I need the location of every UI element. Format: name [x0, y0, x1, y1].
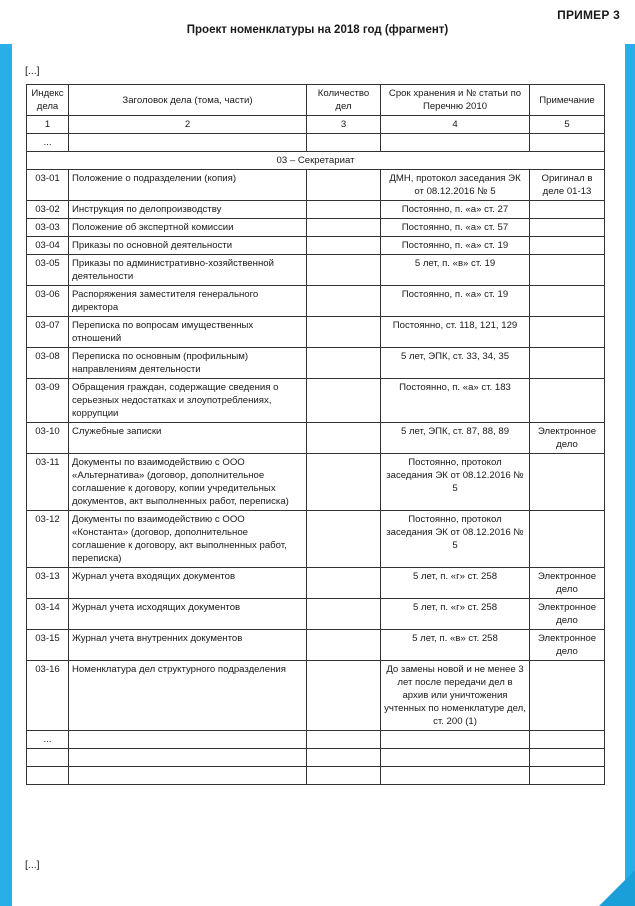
- row-note: [530, 317, 605, 348]
- empty-row: [27, 749, 605, 767]
- row-title: Журнал учета исходящих документов: [69, 599, 307, 630]
- table-row: [27, 255, 605, 286]
- section-row: [27, 152, 605, 170]
- row-title: Инструкция по делопроизводству: [69, 201, 307, 219]
- row-title: Переписка по вопросам имущественных отношений: [69, 317, 307, 348]
- row-term: Постоянно, п. «а» ст. 183: [381, 379, 530, 423]
- col-number: 4: [381, 116, 530, 134]
- row-note: [530, 286, 605, 317]
- row-index: 03-01: [27, 170, 69, 201]
- row-index: 03-08: [27, 348, 69, 379]
- example-label: ПРИМЕР 3: [557, 8, 620, 22]
- row-note: [530, 237, 605, 255]
- row-count: [307, 568, 381, 599]
- table-row: [27, 454, 605, 511]
- row-count: [307, 511, 381, 568]
- row-index: 03-07: [27, 317, 69, 348]
- table-row: [27, 511, 605, 568]
- ellipsis-row: [27, 731, 605, 749]
- header-index: Индекс дела: [27, 85, 69, 116]
- row-index: 03-05: [27, 255, 69, 286]
- row-count: [307, 170, 381, 201]
- row-term: 5 лет, п. «в» ст. 258: [381, 630, 530, 661]
- row-note: [530, 219, 605, 237]
- row-title: Документы по взаимодействию с ООО «Константа» (договор, дополнительное соглашение к договору, акт выполненных работ, переписка): [69, 511, 307, 568]
- page-corner-fold: [599, 870, 635, 906]
- table-row: [27, 348, 605, 379]
- table-row: [27, 219, 605, 237]
- ellipsis-top: [...]: [25, 65, 40, 77]
- table-row: [27, 201, 605, 219]
- row-count: [307, 237, 381, 255]
- row-count: [307, 379, 381, 423]
- row-note: Электронное дело: [530, 568, 605, 599]
- row-index: 03-11: [27, 454, 69, 511]
- row-term: Постоянно, п. «а» ст. 19: [381, 237, 530, 255]
- ellipsis-row: [27, 134, 605, 152]
- row-count: [307, 317, 381, 348]
- table-row: [27, 317, 605, 348]
- row-ellipsis: ...: [27, 731, 69, 749]
- row-term: Постоянно, ст. 118, 121, 129: [381, 317, 530, 348]
- table-row: [27, 423, 605, 454]
- header-band: [0, 0, 635, 44]
- row-index: 03-16: [27, 661, 69, 731]
- row-index: 03-14: [27, 599, 69, 630]
- row-index: 03-10: [27, 423, 69, 454]
- column-number-row: [27, 116, 605, 134]
- row-term: 5 лет, ЭПК, ст. 87, 88, 89: [381, 423, 530, 454]
- row-count: [307, 423, 381, 454]
- row-note: [530, 511, 605, 568]
- row-title: Приказы по основной деятельности: [69, 237, 307, 255]
- row-title: Положение об экспертной комиссии: [69, 219, 307, 237]
- row-term: 5 лет, п. «г» ст. 258: [381, 568, 530, 599]
- row-title: Распоряжения заместителя генерального директора: [69, 286, 307, 317]
- row-note: [530, 201, 605, 219]
- header-note: Примечание: [530, 85, 605, 116]
- row-note: Оригинал в деле 01-13: [530, 170, 605, 201]
- row-title: Положение о подразделении (копия): [69, 170, 307, 201]
- row-index: 03-09: [27, 379, 69, 423]
- row-term: 5 лет, ЭПК, ст. 33, 34, 35: [381, 348, 530, 379]
- row-note: Электронное дело: [530, 423, 605, 454]
- header-term: Срок хранения и № статьи по Перечню 2010: [381, 85, 530, 116]
- col-number: 2: [69, 116, 307, 134]
- row-title: Журнал учета внутренних документов: [69, 630, 307, 661]
- col-number: 1: [27, 116, 69, 134]
- row-count: [307, 454, 381, 511]
- row-count: [307, 661, 381, 731]
- table-row: [27, 661, 605, 731]
- table-body: [27, 170, 605, 731]
- table-row: [27, 237, 605, 255]
- row-count: [307, 630, 381, 661]
- table-row: [27, 379, 605, 423]
- row-count: [307, 286, 381, 317]
- header-row: [27, 85, 605, 116]
- row-note: Электронное дело: [530, 630, 605, 661]
- section-title: 03 – Секретариат: [27, 152, 605, 170]
- row-term: ДМН, протокол заседания ЭК от 08.12.2016 № 5: [381, 170, 530, 201]
- row-index: 03-03: [27, 219, 69, 237]
- row-term: Постоянно, п. «а» ст. 19: [381, 286, 530, 317]
- ellipsis-bottom: [...]: [25, 859, 40, 871]
- row-term: 5 лет, п. «в» ст. 19: [381, 255, 530, 286]
- nomenclature-table: [26, 84, 605, 785]
- header-count: Количество дел: [307, 85, 381, 116]
- row-title: Приказы по административно-хозяйственной деятельности: [69, 255, 307, 286]
- row-term: 5 лет, п. «г» ст. 258: [381, 599, 530, 630]
- row-ellipsis: ...: [27, 134, 69, 152]
- row-index: 03-06: [27, 286, 69, 317]
- table-row: [27, 630, 605, 661]
- row-term: До замены новой и не менее 3 лет после передачи дел в архив или уничтожения учтенных по номенклатуре дел, ст. 200 (1): [381, 661, 530, 731]
- document-title: Проект номенклатуры на 2018 год (фрагмент): [186, 24, 449, 36]
- row-note: [530, 255, 605, 286]
- row-count: [307, 348, 381, 379]
- row-index: 03-13: [27, 568, 69, 599]
- row-title: Обращения граждан, содержащие сведения о серьезных недостатках и злоупотреблениях, коррупции: [69, 379, 307, 423]
- col-number: 3: [307, 116, 381, 134]
- col-number: 5: [530, 116, 605, 134]
- table-row: [27, 170, 605, 201]
- row-note: [530, 379, 605, 423]
- row-title: Служебные записки: [69, 423, 307, 454]
- row-term: Постоянно, протокол заседания ЭК от 08.12.2016 № 5: [381, 454, 530, 511]
- row-index: 03-02: [27, 201, 69, 219]
- row-title: Номенклатура дел структурного подразделения: [69, 661, 307, 731]
- row-term: Постоянно, протокол заседания ЭК от 08.12.2016 № 5: [381, 511, 530, 568]
- empty-row: [27, 767, 605, 785]
- row-title: Журнал учета входящих документов: [69, 568, 307, 599]
- row-count: [307, 599, 381, 630]
- row-index: 03-15: [27, 630, 69, 661]
- row-note: [530, 454, 605, 511]
- row-index: 03-04: [27, 237, 69, 255]
- row-term: Постоянно, п. «а» ст. 57: [381, 219, 530, 237]
- row-term: Постоянно, п. «а» ст. 27: [381, 201, 530, 219]
- table-row: [27, 599, 605, 630]
- row-index: 03-12: [27, 511, 69, 568]
- row-note: [530, 661, 605, 731]
- row-title: Переписка по основным (профильным) направлениям деятельности: [69, 348, 307, 379]
- row-count: [307, 219, 381, 237]
- row-title: Документы по взаимодействию с ООО «Альтернатива» (договор, дополнительное соглашение к договору, копии учредительных документов, акт выполненных работ, переписка): [69, 454, 307, 511]
- row-count: [307, 201, 381, 219]
- table-row: [27, 568, 605, 599]
- document-page: [12, 44, 625, 906]
- header-title: Заголовок дела (тома, части): [69, 85, 307, 116]
- table-row: [27, 286, 605, 317]
- row-count: [307, 255, 381, 286]
- row-note: Электронное дело: [530, 599, 605, 630]
- row-note: [530, 348, 605, 379]
